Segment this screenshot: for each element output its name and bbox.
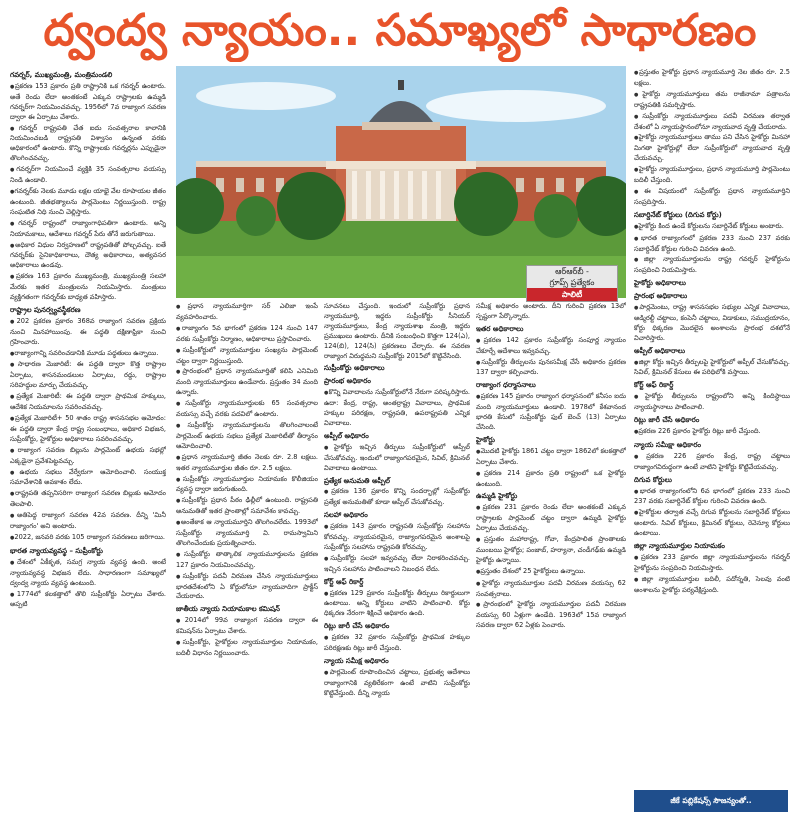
- bullet-item: ● ప్రారంభంలో హైకోర్టు న్యాయమూర్తుల పదవీ విరమణ వయస్సు 60 ఏళ్లుగా ఉండేది. 1963లో 15వ రాజ్యాంగ సవరణ ద్వారా 62 ఏళ్లకు పెంచారు.: [476, 600, 626, 631]
- bullet-item: ● ప్రత్యేక మెజారిటీ+ 50 శాతం రాష్ట్ర శాసనసభల ఆమోదం: ఈ పద్ధతి ద్వారా కేంద్ర రాష్ట్ర సంబంధాలు, అధికార విభజన, సుప్రీంకోర్టు, హైకోర్టుల అధికారాలు సవరించవచ్చు.: [10, 414, 166, 445]
- section-heading: ఉమ్మడి హైకోర్టు: [476, 492, 518, 501]
- bullet-item: ● గవర్నర్‌గా నియమించే వ్యక్తికి 35 సంవత్సరాల వయస్సు నిండి ఉండాలి.: [10, 165, 166, 186]
- bullet-item: ● రాజ్యాంగం 5వ భాగంలో ప్రకరణ 124 నుంచి 147 వరకు సుప్రీంకోర్టు నిర్మాణం, అధికారాలు ప్రస్తావించారు.: [176, 324, 318, 345]
- bullet-item: ● ప్రస్తుతం హైకోర్టు ప్రధాన న్యాయమూర్తి నెల జీతం రూ. 2.5 లక్షలు.: [634, 68, 790, 89]
- bullet-list: [476, 503, 626, 631]
- bullet-item: ● ప్రకరణ 145 ప్రకారం రాజ్యాంగ ధర్మాసనంలో కనీసం ఐదు మంది న్యాయమూర్తులు ఉండాలి. 1978లో కేశవానంద భారతి కేసులో సుప్రీంకోర్టు ఫుల్ బెంచ్ (13) ఏర్పాటు చేసింది.: [476, 392, 626, 433]
- supreme-court-photo: [176, 66, 626, 298]
- section-heading: భారత న్యాయవ్యవస్థ – సుప్రీంకోర్టు: [10, 546, 103, 555]
- bullet-item: ● హైకోర్టు న్యాయమూర్తులు, ప్రధాన న్యాయమూర్తి పార్లమెంటు బదిలీ చేస్తుంది.: [634, 165, 790, 186]
- paragraph: సమీక్ష అధికారం అంటారు. దీని గురించి ప్రకరణ 13లో స్పష్టంగా పేర్కొన్నారు.: [476, 302, 626, 320]
- bullet-item: ● 2014లో 99వ రాజ్యాంగ సవరణ ద్వారా ఈ కమిషన్‌ను ఏర్పాటు చేశారు.: [176, 616, 318, 637]
- bullet-item: ● పార్లమెంట్ రూపొందించిన చట్టాలు, ప్రభుత్వ ఆదేశాలు రాజ్యాంగానికి వ్యతిరేకంగా ఉంటే వాటిని సుప్రీంకోర్టు కొట్టివేస్తుంది. దీన్ని న్యాయ: [324, 668, 470, 699]
- bullet-item: ● కొన్ని వివాదాలను సుప్రీంకోర్టులోనే నేరుగా పరిష్కరిస్తారు. ఉదా: కేంద్ర, రాష్ట్ర, అంతర్రాష్ట్ర వివాదాలు, ప్రాథమిక హక్కుల పరిరక్షణ, రాష్ట్రపతి, ఉపరాష్ట్రపతి ఎన్నిక వివాదాలు.: [324, 388, 470, 429]
- section-heading: గవర్నర్, ముఖ్యమంత్రి, మంత్రిమండలి: [10, 71, 113, 79]
- bullet-item: ● అతిపెద్ద రాజ్యాంగ సవరణ 42వ సవరణ. దీన్ని 'మినీ రాజ్యాంగం' అని అంటారు.: [10, 511, 166, 532]
- bullet-item: ● ప్రకరణ 153 ప్రకారం ప్రతి రాష్ట్రానికి ఒక గవర్నర్ ఉంటారు. అతే రెండు లేదా అంతకంటే ఎక్కువ రాష్ట్రాలకు ఉమ్మడి గవర్నర్‌గా నియమించవచ్చు. 1956లో 7వ రాజ్యాంగ సవరణ ద్వారా ఈ ఏర్పాటు చేశారు.: [10, 82, 166, 123]
- bullet-item: ● ప్రస్తుతం దేశంలో 25 హైకోర్టులు ఉన్నాయి.: [476, 567, 626, 578]
- bullet-item: ● గవర్నర్‌కు నెలకు మూడు లక్షల యాభై వేల రూపాయల జీతం ఉంటుంది. జీతభత్యాలను పార్లమెంటు నిర్ణయిస్తుంది. రాష్ట్ర సంఘటిత నిధి నుంచి చెల్లిస్తారు.: [10, 187, 166, 218]
- bullet-list: [10, 317, 166, 544]
- bullet-list: [176, 616, 318, 659]
- bullet-item: ● జిల్లా న్యాయమూర్తుల బదిలీ, పదోన్నతి, సెలవు వంటి అంశాలను హైకోర్టు పర్యవేక్షిస్తుంది.: [634, 575, 790, 596]
- bullet-item: ● సుప్రీంకోర్టు ప్రధాన పీఠం ఢిల్లీలో ఉంటుంది. రాష్ట్రపతి అనుమతితో ఇతర ప్రాంతాల్లో సమావేశం కావచ్చు.: [176, 496, 318, 517]
- bullet-item: ● ప్రధాన న్యాయమూర్తిగా సర్ ఎలిజా ఇంపే వ్యవహరించారు.: [176, 302, 318, 323]
- section-heading: న్యాయ సమీక్ష అధికారం: [324, 657, 389, 665]
- supreme-court-building-image: [176, 66, 626, 298]
- section-heading: దిగువ కోర్టులు: [634, 475, 672, 484]
- bullet-item: ● సుప్రీంకోర్టు తీర్పులను పునఃసమీక్ష చేసే అధికారం ప్రకరణ 137 ద్వారా కల్పించారు.: [476, 358, 626, 379]
- bullet-item: ● అధికార విధుల నిర్వహణలో రాష్ట్రపతితో పోల్చవచ్చు. ఐతే గవర్నర్‌కు సైనికాధికారాలు, దౌత్య అధికారాలు, అత్యవసర అధికారాలు ఉండవు.: [10, 241, 166, 272]
- bullet-list: [476, 336, 626, 379]
- bullet-item: ● పార్లమెంటు, రాష్ట్ర శాసనసభల సభ్యుల ఎన్నిక వివాదాలు, అడ్మిరల్టీ చట్టాలు, కంపెనీ చట్టాలు, విడాకులు, సముద్రయానం, కోర్టు ధిక్కరణ మొదలైన అంశాలను ప్రారంభ దశలోనే విచారిస్తారు.: [634, 303, 790, 344]
- section-heading: న్యాయ సమీక్షా అధికారం: [634, 440, 702, 449]
- bullet-item: ● రాజ్యాంగాన్ని సవరించడానికి మూడు పద్ధతులు ఉన్నాయి.: [10, 349, 166, 360]
- bullet-item: ● ప్రకరణ 129 ప్రకారం సుప్రీంకోర్టు తీర్పులు రికార్డులుగా ఉంటాయి. అన్ని కోర్టులు వాటిని పాటించాలి. కోర్టు ధిక్కరణ నేరంగా శిక్షించే అధికారం ఉంది.: [324, 589, 470, 620]
- bullet-item: ● సుప్రీంకోర్టు న్యాయమూర్తులు పదవీ విరమణ తర్వాత దేశంలో ఏ న్యాయస్థానంలోనూ న్యాయవాద వృత్తి చేయరాదు.: [634, 112, 790, 133]
- bullet-list: [324, 522, 470, 575]
- bullet-item: ● హైకోర్టు న్యాయమూర్తులు తమ రాజీనామా పత్రాలను రాష్ట్రపతికి సమర్పిస్తారు.: [634, 90, 790, 111]
- bullet-list: [324, 487, 470, 508]
- section-heading: సుప్రీంకోర్టు అధికారాలు: [324, 364, 385, 373]
- bullet-item: ● ప్రకరణ 233 ప్రకారం జిల్లా న్యాయమూర్తులను గవర్నర్ హైకోర్టును సంప్రదించి నియమిస్తారు.: [634, 553, 790, 574]
- bullet-item: ● ప్రకరణ 163 ప్రకారం ముఖ్యమంత్రి, ముఖ్యమంత్రి సలహా మేరకు ఇతర మంత్రులను నియమిస్తారు. మంత్రులు వ్యక్తిగతంగా గవర్నర్‌కు బాధ్యత వహిస్తారు.: [10, 272, 166, 303]
- section-subheading: ప్రారంభ అధికారం: [324, 377, 371, 386]
- bullet-list: [10, 82, 166, 303]
- bullet-item: ● ప్రకరణ 231 ప్రకారం రెండు లేదా అంతకంటే ఎక్కువ రాష్ట్రాలకు పార్లమెంట్ చట్టం ద్వారా ఉమ్మడి హైకోర్టు ఏర్పాటు చేయవచ్చు.: [476, 503, 626, 534]
- column-3: [324, 302, 470, 812]
- bullet-item: ● హైకోర్టుల తర్వాత వచ్చే దిగువ కోర్టులను సబార్డినేట్ కోర్టులు అంటారు. సివిల్ కోర్టులు, క్రిమినల్ కోర్టులు, రెవెన్యూ కోర్టులు ఉంటాయి.: [634, 508, 790, 539]
- section-heading: రాజ్యాంగ ధర్మాసనాలు: [476, 381, 536, 390]
- bullet-item: ● ప్రకరణ 136 ప్రకారం కొన్ని సందర్భాల్లో సుప్రీంకోర్టు ప్రత్యేక అనుమతితో కూడా అప్పీల్ చేసుకోవచ్చు.: [324, 487, 470, 508]
- bullet-item: ● సుప్రీంకోర్టు న్యాయమూర్తుల నియామకం కొలీజియం వ్యవస్థ ద్వారా జరుగుతుంది.: [176, 475, 318, 496]
- bullet-list: [634, 303, 790, 344]
- section-heading: అప్పీల్ అధికారాలు: [634, 346, 686, 355]
- bullet-item: ● ప్రారంభంలో ప్రధాన న్యాయమూర్తితో కలిపి ఎనిమిది మంది న్యాయమూర్తులు ఉండేవారు. ప్రస్తుతం 34 మంది ఉన్నారు.: [176, 367, 318, 398]
- section-heading: జాతీయ న్యాయ నియామకాల కమిషన్: [176, 605, 280, 614]
- section-heading: జిల్లా న్యాయమూర్తుల నియామకం: [634, 542, 725, 551]
- bullet-item: ● హైకోర్టు న్యాయమూర్తులు తాము పని చేసిన హైకోర్టు మినహా మిగతా హైకోర్టుల్లో లేదా సుప్రీంకోర్టులో న్యాయవాద వృత్తి చేయవచ్చు.: [634, 133, 790, 164]
- bullet-list: [634, 553, 790, 596]
- bullet-item: ● సుప్రీంకోర్టు న్యాయమూర్తులను తొలగించాలంటే పార్లమెంట్ ఉభయ సభలు ప్రత్యేక మెజారిటీతో తీర్మానం ఆమోదించాలి.: [176, 421, 318, 452]
- bullet-item: ● ప్రకరణ 226 ప్రకారం కేంద్ర, రాష్ట్ర చట్టాలు రాజ్యాంగవిరుద్ధంగా ఉంటే వాటిని హైకోర్టు కొట్టివేయవచ్చు.: [634, 452, 790, 473]
- section-heading: హైకోర్టు: [476, 435, 495, 444]
- bullet-item: ● జిల్లా కోర్టు ఇచ్చిన తీర్పులపై హైకోర్టులో అప్పీల్ చేసుకోవచ్చు. సివిల్, క్రిమినల్ కేసులు ఈ పరిధిలోకి వస్తాయి.: [634, 358, 790, 379]
- bullet-list: [634, 358, 790, 379]
- tag-line-2: గ్రూప్స్ ప్రత్యేకం: [549, 278, 595, 287]
- bullet-item: ● సుప్రీంకోర్టు న్యాయమూర్తులకు 65 సంవత్సరాల వయస్సు వచ్చే వరకు పదవిలో ఉంటారు.: [176, 399, 318, 420]
- section-heading: రిట్లు జారీ చేసే అధికారం: [634, 416, 700, 425]
- section-heading: రాష్ట్రాల పునర్వ్యవస్థీకరణ: [10, 305, 81, 314]
- section-heading: రిట్లు జారీ చేసే అధికారం: [324, 622, 390, 631]
- bullet-list: [634, 392, 790, 413]
- bullet-list: [10, 558, 166, 611]
- bullet-item: ● జిల్లా న్యాయమూర్తులను రాష్ట్ర గవర్నర్ హైకోర్టును సంప్రదించి నియమిస్తారు.: [634, 255, 790, 276]
- column-2: [176, 302, 318, 812]
- bullet-list: [476, 447, 626, 490]
- bullet-item: ● హైకోర్టు కింద ఉండే కోర్టులను సబార్డినేట్ కోర్టులు అంటారు.: [634, 222, 790, 233]
- bullet-item: ● అంతేకాక ఆ న్యాయమూర్తిని తొలగించలేదు. 1993లో సుప్రీంకోర్టు న్యాయమూర్తి వి. రామస్వామిని తొలగించేందుకు ప్రయత్నించారు.: [176, 518, 318, 549]
- bullet-item: ● సుప్రీంకోర్టు పదవీ విరమణ చేసిన న్యాయమూర్తులు భారతదేశంలోని ఏ కోర్టులోనూ న్యాయవాదిగా ప్రాక్టీస్ చేయరాదు.: [176, 572, 318, 603]
- bullet-item: ● ఉభయ సభలు వేర్వేరుగా ఆమోదించాలి. సంయుక్త సమావేశానికి అవకాశం లేదు.: [10, 468, 166, 489]
- bullet-list: [476, 392, 626, 433]
- bullet-list: [634, 487, 790, 540]
- bullet-item: ● 202 ప్రకరణ ప్రకారం 368వ రాజ్యాంగ సవరణ ప్రక్రియ నుంచి మినహాయింపు. ఈ పద్ధతి దక్షిణాఫ్రికా నుంచి గ్రహించారు.: [10, 317, 166, 348]
- bullet-item: ● భారత రాజ్యాంగంలో ప్రకరణ 233 నుంచి 237 వరకు సబార్డినేట్ కోర్టుల గురించి వివరణ ఉంది.: [634, 234, 790, 255]
- bullet-item: ● ప్రధాన న్యాయమూర్తి జీతం నెలకు రూ. 2.8 లక్షలు. ఇతర న్యాయమూర్తుల జీతం రూ. 2.5 లక్షలు.: [176, 453, 318, 474]
- section-heading: హైకోర్టు అధికారాలు: [634, 279, 686, 288]
- bullet-list: [634, 452, 790, 473]
- bullet-list: [324, 589, 470, 620]
- bullet-item: ● రాష్ట్రపతి తప్పనిసరిగా రాజ్యాంగ సవరణ బిల్లుకు ఆమోదం తెలపాలి.: [10, 489, 166, 510]
- section-heading: సలహా అధికారం: [324, 511, 368, 520]
- bullet-item: ● 2022, జనవరి వరకు 105 రాజ్యాంగ సవరణలు జరిగాయి.: [10, 533, 166, 544]
- bullet-item: ● సాధారణ మెజారిటీ: ఈ పద్ధతి ద్వారా కొత్త రాష్ట్రాల ఏర్పాటు, శాసనమండలుల ఏర్పాటు, రద్దు, రాష్ట్రాల సరిహద్దుల మార్పు చేయవచ్చు.: [10, 360, 166, 391]
- tag-subject: పాలిటీ: [527, 288, 617, 301]
- bullet-item: ● సుప్రీంకోర్టు తాత్కాలిక న్యాయమూర్తులను ప్రకరణ 127 ప్రకారం నియమించవచ్చు.: [176, 550, 318, 571]
- bullet-item: ● దేశంలో ఏకీకృత, సమగ్ర న్యాయ వ్యవస్థ ఉంది. అంటే న్యాయవ్యవస్థ విభజన లేదు. సాధారణంగా సమాఖ్యలో ద్వంద్వ న్యాయ వ్యవస్థ ఉంటుంది.: [10, 558, 166, 589]
- bullet-item: ● సుప్రీంకోర్టు సలహా ఇవ్వవచ్చు లేదా నిరాకరించవచ్చు. ఇచ్చిన సలహాను పాటించాలని నిబంధన లేదు.: [324, 554, 470, 575]
- bullet-item: ● ప్రకరణ 32 ప్రకారం సుప్రీంకోర్టు ప్రాథమిక హక్కుల పరిరక్షణకు రిట్లు జారీ చేస్తుంది.: [324, 633, 470, 654]
- section-subheading: ప్రారంభ అధికారాలు: [634, 292, 688, 301]
- bullet-item: ● గవర్నర్ రాష్ట్రంలో రాజ్యాంగాధిపతిగా ఉంటారు. అన్ని నియామకాలు, ఆదేశాలు గవర్నర్ పేరు తోనే జరుగుతాయి.: [10, 219, 166, 240]
- bullet-item: ● 1774లో కలకత్తాలో తొలి సుప్రీంకోర్టు ఏర్పాటు చేశారు. అప్పటి: [10, 590, 166, 611]
- tag-line-1: ఆర్‌ఆర్‌బీ -: [555, 267, 589, 276]
- series-tag: [526, 265, 618, 302]
- bullet-item: ● ప్రకరణ 142 ప్రకారం సుప్రీంకోర్టు సంపూర్ణ న్యాయం చేకూర్చే ఆదేశాలు ఇవ్వవచ్చు.: [476, 336, 626, 357]
- column-5: [634, 68, 790, 786]
- section-heading: కోర్ట్ ఆఫ్ రికార్డ్: [324, 577, 364, 586]
- bullet-list: [634, 222, 790, 277]
- bullet-list: [324, 633, 470, 654]
- bullet-item: ● సుప్రీంకోర్టు, హైకోర్టుల న్యాయమూర్తుల నియామకం, బదిలీ విధానం నిర్ణయించారు.: [176, 638, 318, 659]
- section-heading: అప్పీల్ అధికారం: [324, 431, 369, 440]
- bullet-item: ● రాజ్యాంగ సవరణ బిల్లును పార్లమెంట్ ఉభయ సభల్లో ఎక్కడైనా ప్రవేశపెట్టవచ్చు.: [10, 446, 166, 467]
- bullet-list: [324, 388, 470, 429]
- credit-footer: జీకే పబ్లికేషన్స్ సౌజన్యంతో..: [634, 790, 788, 812]
- bullet-list: [634, 427, 790, 438]
- bullet-item: ● హైకోర్టు ఇచ్చిన తీర్పులు సుప్రీంకోర్టులో అప్పీల్ చేసుకోవచ్చు. ఇందులో రాజ్యాంగపరమైన, సివిల్, క్రిమినల్ వివాదాలు ఉంటాయి.: [324, 443, 470, 474]
- bullet-item: ● ప్రకరణ 143 ప్రకారం రాష్ట్రపతి సుప్రీంకోర్టు సలహాను కోరవచ్చు. న్యాయపరమైన, రాజ్యాంగపరమైన అంశాలపై సుప్రీంకోర్టు సలహాను రాష్ట్రపతి కోరవచ్చు.: [324, 522, 470, 553]
- bullet-item: ● ఈ విషయంలో సుప్రీంకోర్టు ప్రధాన న్యాయమూర్తిని సంప్రదిస్తారు.: [634, 187, 790, 208]
- bullet-list: [634, 68, 790, 208]
- headline: ద్వంద్వ న్యాయం.. సమాఖ్యలో సాధారణం: [43, 5, 757, 56]
- bullet-item: ● ప్రత్యేక మెజారిటీ: ఈ పద్ధతి ద్వారా ప్రాథమిక హక్కులు, ఆదేశిక నియమాలను సవరించవచ్చు.: [10, 392, 166, 413]
- column-1: [10, 68, 166, 812]
- bullet-item: ● హైకోర్టు తీర్పులను రాష్ట్రంలోని అన్ని కిందిస్థాయి న్యాయస్థానాలు పాటించాలి.: [634, 392, 790, 413]
- bullet-item: ● సుప్రీంకోర్టులో న్యాయమూర్తుల సంఖ్యను పార్లమెంట్ చట్టం ద్వారా నిర్ణయిస్తుంది.: [176, 346, 318, 367]
- paragraphs: [476, 302, 626, 322]
- bullet-list: [324, 443, 470, 474]
- section-heading: సబార్డినేట్ కోర్టులు (దిగువ కోర్టు): [634, 210, 722, 219]
- column-4: [476, 302, 626, 812]
- section-heading: ఇతర అధికారాలు: [476, 324, 524, 333]
- bullet-list: [324, 668, 470, 699]
- bullet-item: ● హైకోర్టు న్యాయమూర్తుల పదవీ విరమణ వయస్సు 62 సంవత్సరాలు.: [476, 579, 626, 600]
- paragraphs: [324, 302, 470, 361]
- bullet-item: ● ప్రకరణ 214 ప్రకారం ప్రతి రాష్ట్రంలో ఒక హైకోర్టు ఉంటుంది.: [476, 469, 626, 490]
- bullet-list: [176, 302, 318, 602]
- bullet-item: ● ప్రకరణ 226 ప్రకారం హైకోర్టు రిట్లు జారీ చేస్తుంది.: [634, 427, 790, 438]
- section-heading: ప్రత్యేక అనుమతి అప్పీల్: [324, 476, 391, 485]
- bullet-item: ● మొదటి హైకోర్టు 1861 చట్టం ద్వారా 1862లో కలకత్తాలో ఏర్పాటు చేశారు.: [476, 447, 626, 468]
- bullet-item: ● భారత రాజ్యాంగంలోని 6వ భాగంలో ప్రకరణ 233 నుంచి 237 వరకు సబార్డినేట్ కోర్టుల గురించి వివరణ ఉంది.: [634, 487, 790, 508]
- bullet-item: ● గవర్నర్ రాష్ట్రపతి చేత ఐదు సంవత్సరాల కాలానికి నియమించబడి రాష్ట్రపతి విశ్వాసం ఉన్నంత వరకు అధికారంలో ఉంటారు. కొన్ని రాష్ట్రాలకు గవర్నర్లను ఎప్పుడైనా తొలగించవచ్చు.: [10, 124, 166, 165]
- paragraph: సూచనలు చేస్తుంది. ఇందులో సుప్రీంకోర్టు ప్రధాన న్యాయమూర్తి, ఇద్దరు సుప్రీంకోర్టు సీనియర్ న్యాయమూర్తులు, కేంద్ర న్యాయశాఖ మంత్రి, ఇద్దరు ప్రముఖులు ఉంటారు. దీనికి సంబంధించి కొత్తగా 124(ఎ), 124(బి), 124(సి) ప్రకరణలు చేర్చారు. ఈ సవరణ రాజ్యాంగ విరుద్ధమని సుప్రీంకోర్టు 2015లో కొట్టివేసింది.: [324, 302, 470, 360]
- bullet-item: ● ప్రస్తుతం మహారాష్ట్ర, గోవా, కేంద్రపాలిత ప్రాంతాలకు ముంబయి హైకోర్టు; పంజాబ్, హర్యానా, చండీగఢ్‌కు ఉమ్మడి హైకోర్టు ఉన్నాయి.: [476, 535, 626, 566]
- section-heading: కోర్ట్ ఆఫ్ రికార్డ్: [634, 381, 674, 390]
